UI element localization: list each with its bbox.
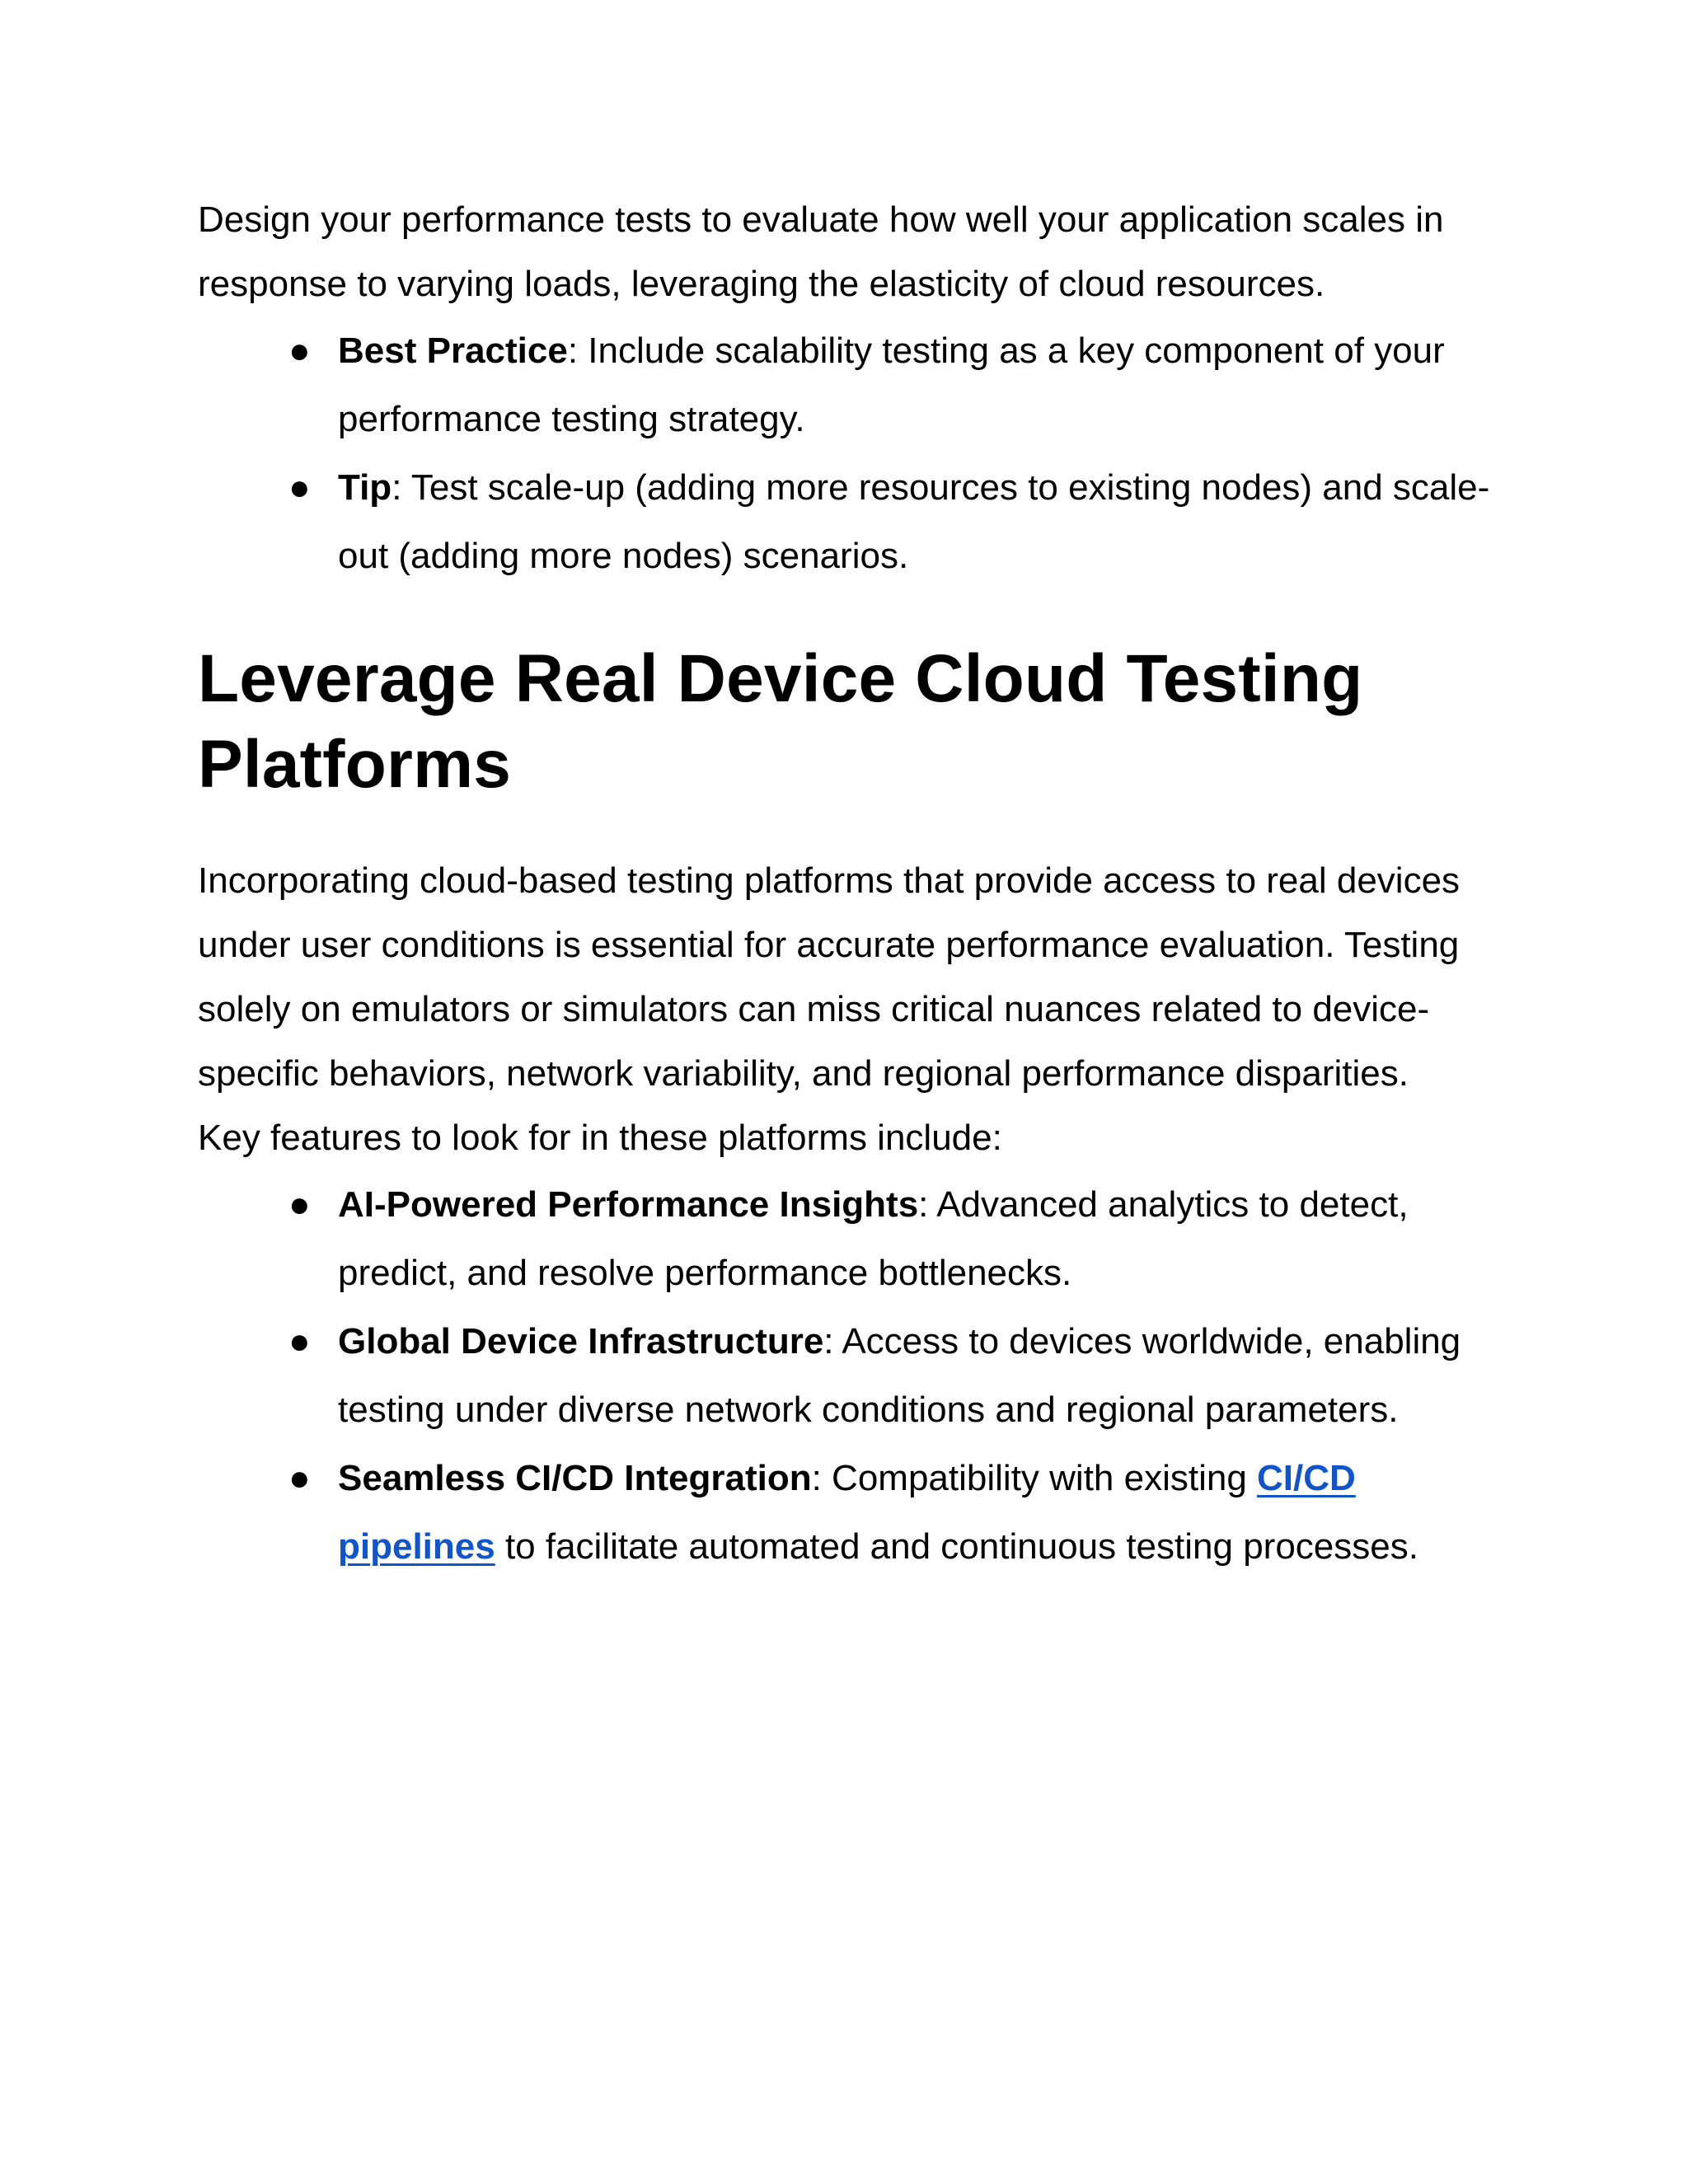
list-item-text: : Compatibility with existing bbox=[811, 1458, 1258, 1498]
list-item-text: : Advanced analytics to detect, predict, and resolve performance bottlenecks. bbox=[338, 1184, 1409, 1293]
list-item-tip bbox=[198, 453, 1492, 590]
list-item-best-practice bbox=[198, 316, 1492, 453]
bullet-icon: ● bbox=[288, 1458, 311, 1498]
cicd-pipelines-link[interactable]: CI/CD pipelines bbox=[338, 1458, 1356, 1567]
features-intro: Key features to look for in these platforms include: bbox=[198, 1118, 1002, 1158]
list-item-text: : Access to devices worldwide, enabling testing under diverse network conditions and regional parameters. bbox=[338, 1321, 1461, 1430]
bullet-icon: ● bbox=[288, 1184, 311, 1225]
list-item-text: : Include scalability testing as a key component of your performance testing strategy. bbox=[338, 330, 1445, 439]
list-item-term: Best Practice bbox=[338, 330, 568, 371]
intro-paragraph: Design your performance tests to evaluate how well your application scales in response to varying loads, leveraging the elasticity of cloud resources. bbox=[198, 199, 1444, 304]
list-item-text: : Test scale-up (adding more resources to existing nodes) and scale-out (adding more nodes) scenarios. bbox=[338, 467, 1490, 576]
bullet-icon: ● bbox=[288, 1321, 311, 1361]
list-item-ai-insights bbox=[198, 1170, 1492, 1307]
list-item-term: Global Device Infrastructure bbox=[338, 1321, 824, 1361]
list-item-term: Seamless CI/CD Integration bbox=[338, 1458, 812, 1498]
list-item-term: Tip bbox=[338, 467, 392, 508]
bullet-icon: ● bbox=[288, 467, 311, 508]
features-list bbox=[198, 1170, 1492, 1581]
section-heading: Leverage Real Device Cloud Testing Platforms bbox=[198, 641, 1363, 802]
list-item-text-after: to facilitate automated and continuous testing processes. bbox=[495, 1526, 1418, 1567]
list-item-global-devices bbox=[198, 1307, 1492, 1444]
scalability-list bbox=[198, 316, 1492, 590]
bullet-icon: ● bbox=[288, 330, 311, 371]
section-paragraph: Incorporating cloud-based testing platforms that provide access to real devices under user conditions is essential for accurate performance evaluation. Testing solely on emulators or simulators can miss critical nuances related to device-specific behaviors, network variability, and regional performance disparities. bbox=[198, 860, 1461, 1094]
list-item-term: AI-Powered Performance Insights bbox=[338, 1184, 919, 1225]
list-item-cicd bbox=[198, 1444, 1492, 1581]
document-content bbox=[198, 188, 1492, 1581]
